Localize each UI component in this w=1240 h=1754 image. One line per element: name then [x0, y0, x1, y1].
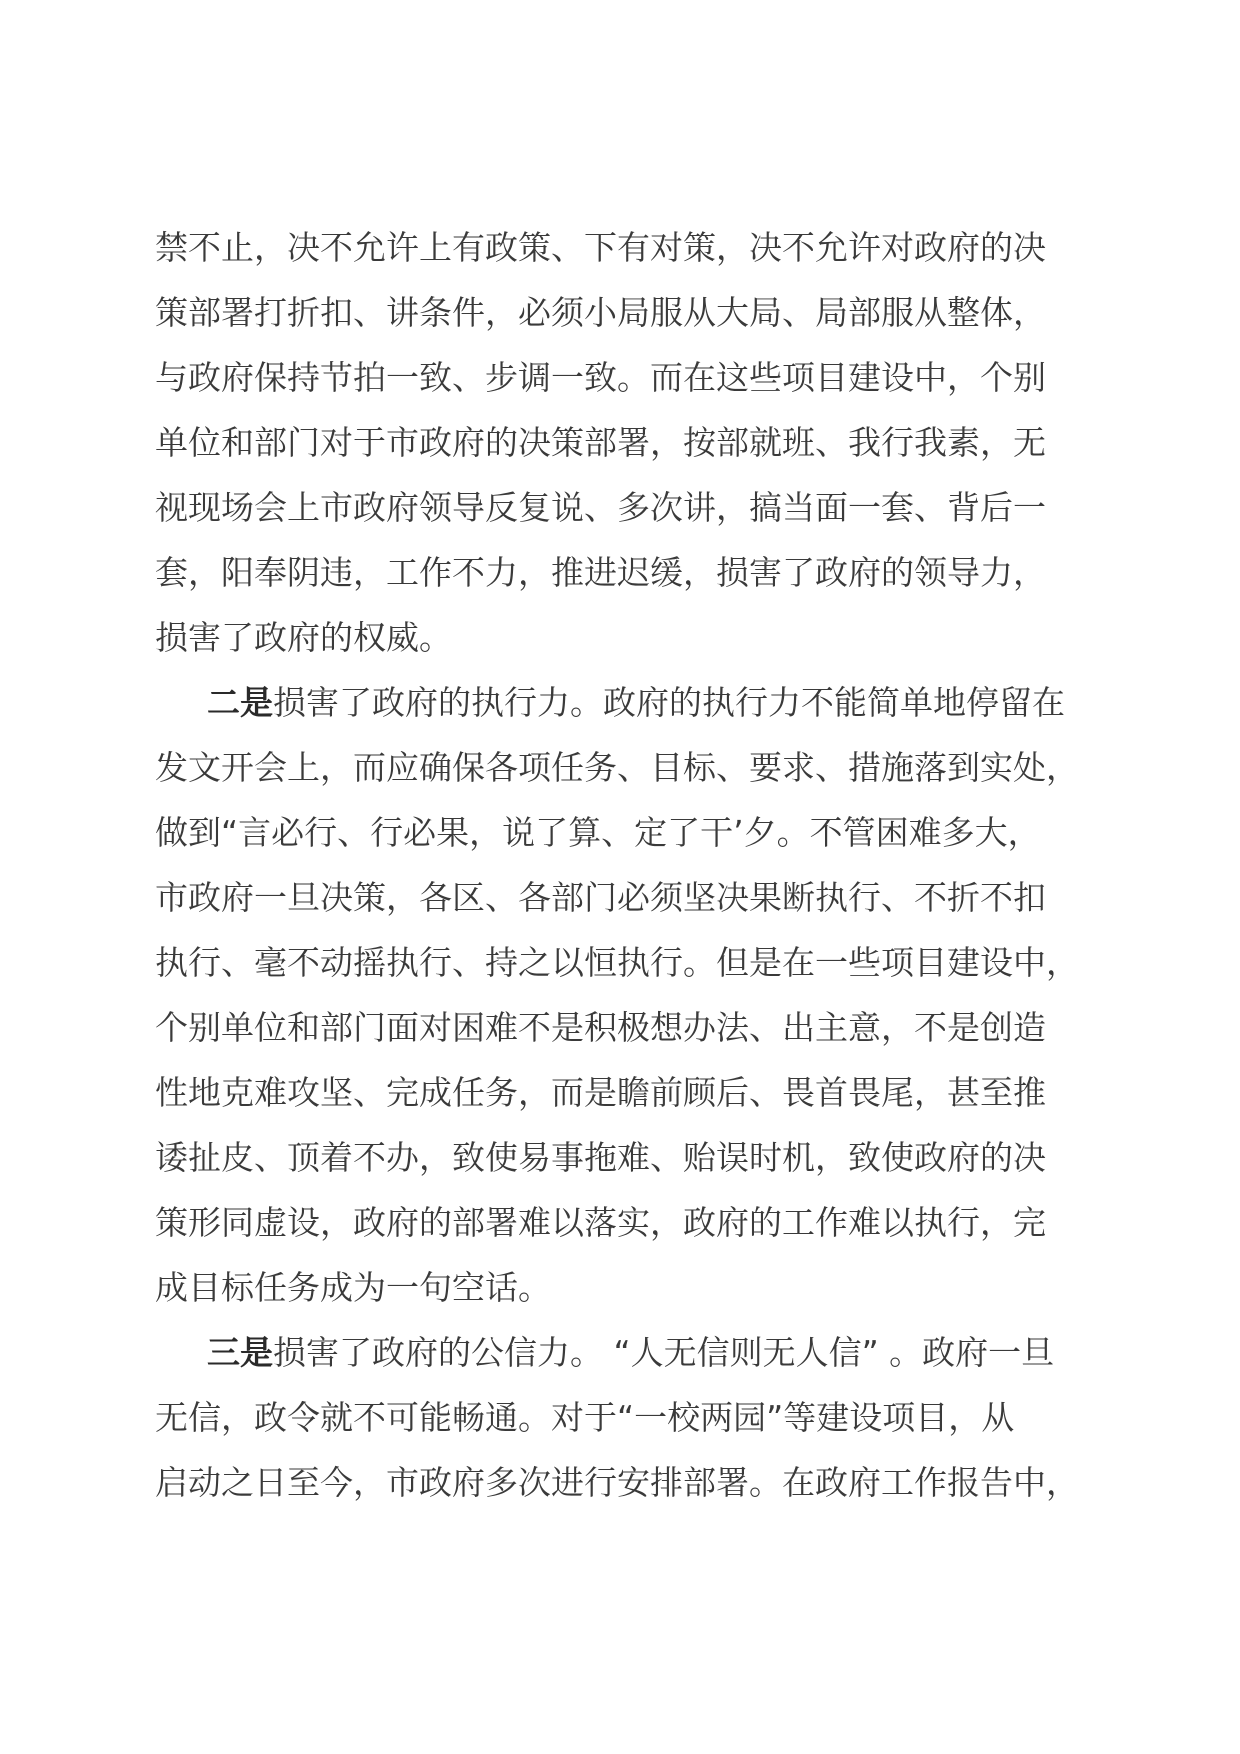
text-line: 策形同虚设，政府的部署难以落实，政府的工作难以执行，完: [155, 1203, 1046, 1242]
text-line: 单位和部门对于市政府的决策部署，按部就班、我行我素，无: [155, 423, 1046, 462]
text-line: 与政府保持节拍一致、步调一致。而在这些项目建设中，个别: [155, 358, 1046, 397]
text-line: 市政府一旦决策，各区、各部门必须坚决果断执行、不折不扣: [155, 878, 1046, 917]
text-line: 诿扯皮、顶着不办，致使易事拖难、贻误时机，致使政府的决: [155, 1138, 1046, 1177]
text-line: 启动之日至今，市政府多次进行安排部署。在政府工作报告中，: [155, 1463, 1079, 1502]
text-line: 个别单位和部门面对困难不是积极想办法、出主意，不是创造: [155, 1008, 1046, 1047]
text-line: 策部署打折扣、讲条件，必须小局服从大局、局部服从整体，: [155, 293, 1046, 332]
paragraph-execution: [155, 670, 1095, 1320]
paragraph-first-line: [155, 670, 1095, 735]
text-line: 成目标任务成为一句空话。: [155, 1268, 551, 1307]
text-line: 损害了政府的权威。: [155, 618, 452, 657]
text-line: 禁不止，决不允许上有政策、下有对策，决不允许对政府的决: [155, 228, 1046, 267]
text-run: 损害了政府的执行力。政府的执行力不能简单地停留在: [273, 683, 1065, 722]
paragraph-first-line: [155, 1320, 1095, 1385]
paragraph-credibility: [155, 1320, 1095, 1515]
text-line: 做到“言必行、行必果，说了算、定了干’夕。不管困难多大，: [155, 813, 1041, 852]
text-line: 发文开会上，而应确保各项任务、目标、要求、措施落到实处，: [155, 748, 1079, 787]
text-line: 套，阳奉阴违，工作不力，推进迟缓，损害了政府的领导力，: [155, 553, 1046, 592]
paragraph-lead: 二是: [207, 683, 273, 722]
text-line: 视现场会上市政府领导反复说、多次讲，搞当面一套、背后一: [155, 488, 1046, 527]
text-line: 无信，政令就不可能畅通。对于“一校两园”等建设项目，从: [155, 1398, 1015, 1437]
document-body: [155, 215, 1095, 1515]
paragraph-lead: 三是: [207, 1333, 273, 1372]
text-run: 损害了政府的公信力。 “人无信则无人信” 。政府一旦: [273, 1333, 1055, 1372]
paragraph-continued: [155, 215, 1095, 670]
text-line: 执行、毫不动摇执行、持之以恒执行。但是在一些项目建设中，: [155, 943, 1079, 982]
text-line: 性地克难攻坚、完成任务，而是瞻前顾后、畏首畏尾，甚至推: [155, 1073, 1046, 1112]
